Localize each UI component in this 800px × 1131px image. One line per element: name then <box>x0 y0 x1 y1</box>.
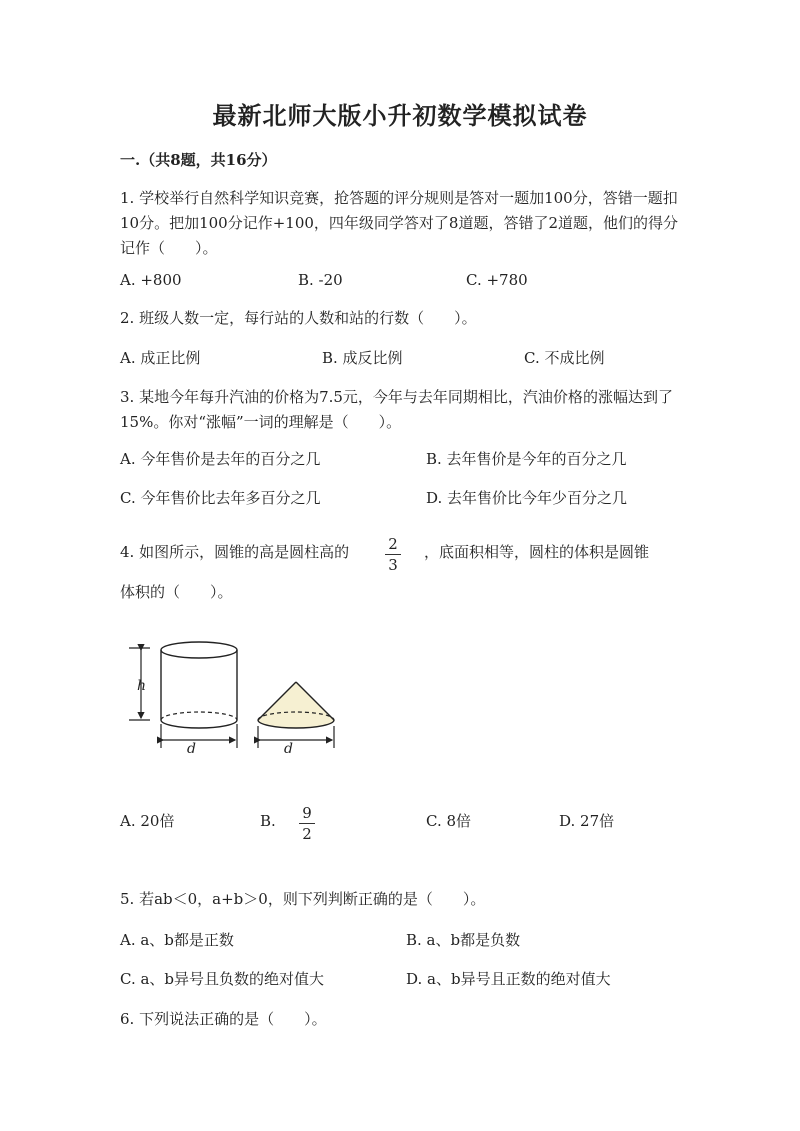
q4-fraction-denominator: 3 <box>388 556 398 574</box>
cylinder-diameter-label: d <box>187 741 196 757</box>
question-5-text: 5. 若ab＜0，a+b＞0，则下列判断正确的是（ ）。 <box>120 890 486 908</box>
fraction-bar <box>299 823 315 824</box>
q5-option-d[interactable]: D. a、b异号且正数的绝对值大 <box>406 970 611 988</box>
section-heading: 一.（共8题，共16分） <box>120 151 277 169</box>
cone-diameter-label: d <box>284 741 293 757</box>
q5-option-b[interactable]: B. a、b都是负数 <box>406 931 521 949</box>
cone-fill <box>258 682 334 728</box>
page-title: 最新北师大版小升初数学模拟试卷 <box>212 101 588 130</box>
q4-option-d[interactable]: D. 27倍 <box>559 812 615 830</box>
q3-option-a[interactable]: A. 今年售价是去年的百分之几 <box>120 450 321 468</box>
cylinder-bottom-front <box>161 720 237 728</box>
q4-option-c[interactable]: C. 8倍 <box>426 812 472 830</box>
q5-option-c[interactable]: C. a、b异号且负数的绝对值大 <box>120 970 325 988</box>
question-4-text-after: ，底面积相等，圆柱的体积是圆锥 <box>424 543 650 561</box>
q4-option-b[interactable]: B. <box>260 812 276 830</box>
question-4-text-line2: 体积的（ ）。 <box>120 583 233 601</box>
q2-option-c[interactable]: C. 不成比例 <box>524 349 605 367</box>
q3-option-b[interactable]: B. 去年售价是今年的百分之几 <box>426 450 627 468</box>
question-3-text: 3. 某地今年每升汽油的价格为7.5元，今年与去年同期相比，汽油价格的涨幅达到了15%。你对“涨幅”一词的理解是（ ）。 <box>120 388 673 431</box>
q2-option-a[interactable]: A. 成正比例 <box>120 349 201 367</box>
q4-fraction-numerator: 2 <box>388 535 398 553</box>
q4-option-a[interactable]: A. 20倍 <box>120 812 175 830</box>
q3-option-c[interactable]: C. 今年售价比去年多百分之几 <box>120 489 321 507</box>
cylinder-top <box>161 642 237 658</box>
question-4-text-before: 4. 如图所示，圆锥的高是圆柱高的 <box>120 543 350 561</box>
cylinder-bottom-back <box>161 712 237 720</box>
fraction-bar <box>385 554 401 555</box>
question-2-text: 2. 班级人数一定，每行站的人数和站的行数（ ）。 <box>120 309 477 327</box>
q2-option-b[interactable]: B. 成反比例 <box>322 349 403 367</box>
q1-option-c[interactable]: C. +780 <box>466 271 528 289</box>
q4-optb-numerator: 9 <box>302 804 312 822</box>
q1-option-a[interactable]: A. +800 <box>120 271 182 289</box>
q4-option-b-fraction <box>297 805 317 842</box>
q5-option-a[interactable]: A. a、b都是正数 <box>120 931 234 949</box>
height-label: h <box>137 678 147 694</box>
question-1-text: 1. 学校举行自然科学知识竞赛，抢答题的评分规则是答对一题加100分，答错一题扣10分。把加100分记作+100，四年级同学答对了8道题，答错了2道题，他们的得分记作（ ）。 <box>120 189 679 257</box>
q4-fraction <box>383 536 403 573</box>
q3-option-d[interactable]: D. 去年售价比今年少百分之几 <box>426 489 628 507</box>
q1-option-b[interactable]: B. -20 <box>298 271 343 289</box>
cylinder-cone-figure <box>124 640 344 760</box>
question-6-text: 6. 下列说法正确的是（ ）。 <box>120 1010 327 1028</box>
q4-optb-denominator: 2 <box>302 825 312 843</box>
